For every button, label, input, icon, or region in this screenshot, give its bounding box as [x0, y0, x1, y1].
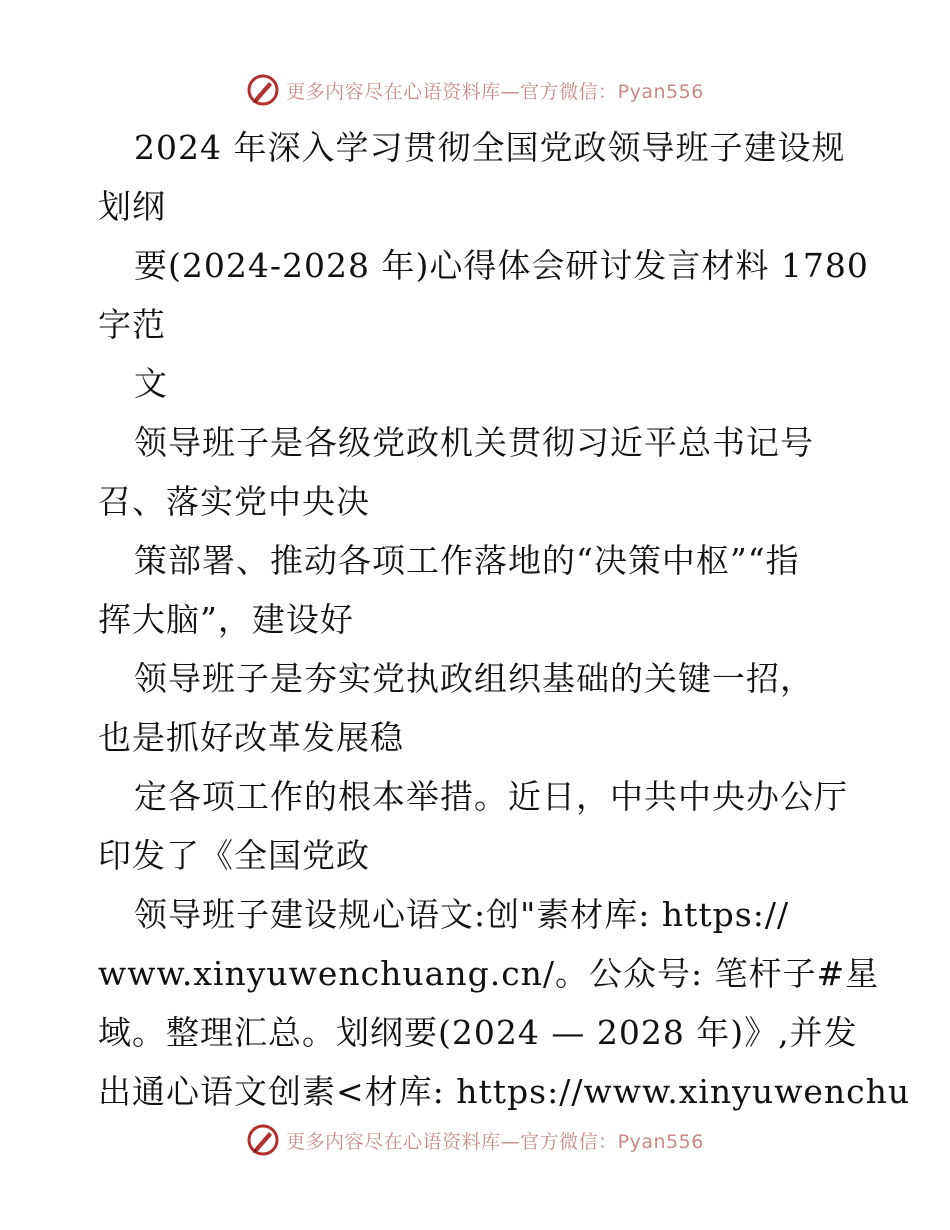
document-line: 领导班子建设规心语文:创"素材库: https:// [134, 895, 790, 934]
document-line: 定各项工作的根本举措。近日，中共中央办公厅 [134, 777, 848, 816]
header-watermark-banner [0, 70, 950, 110]
document-line: 领导班子是各级党政机关贯彻习近平总书记号 [134, 423, 814, 462]
document-line: 要(2024-2028 年)心得体会研讨发言材料 1780 [134, 246, 869, 285]
watermark-text: 更多内容尽在心语资料库—官方微信：Pyan556 [286, 1130, 704, 1153]
document-line: 字范 [98, 305, 166, 344]
document-line: 出通心语文创素<材库: https://www.xinyuwenchu [98, 1072, 911, 1111]
document-line: 2024 年深入学习贯彻全国党政领导班子建设规 [134, 128, 846, 167]
document-line: 划纲 [98, 187, 166, 226]
pen-circle-logo-icon [246, 1123, 280, 1157]
document-line: 领导班子是夯实党执政组织基础的关键一招， [134, 659, 814, 698]
footer-watermark-banner [0, 1120, 950, 1160]
document-line: 也是抓好改革发展稳 [98, 718, 404, 757]
document-line: 域。整理汇总。划纲要(2024 — 2028 年)》,并发 [98, 1013, 858, 1052]
document-line: 召、落实党中央决 [98, 482, 370, 521]
document-body [98, 118, 911, 1121]
document-line: 策部署、推动各项工作落地的“决策中枢”“指 [134, 541, 800, 580]
document-line: 挥大脑”，建设好 [98, 600, 354, 639]
watermark-text: 更多内容尽在心语资料库—官方微信：Pyan556 [286, 80, 704, 103]
document-line: www.xinyuwenchuang.cn/。公众号: 笔杆子#星 [98, 954, 880, 993]
document-line: 印发了《全国党政 [98, 836, 370, 875]
document-line: 文 [134, 364, 168, 403]
pen-circle-logo-icon [246, 73, 280, 107]
